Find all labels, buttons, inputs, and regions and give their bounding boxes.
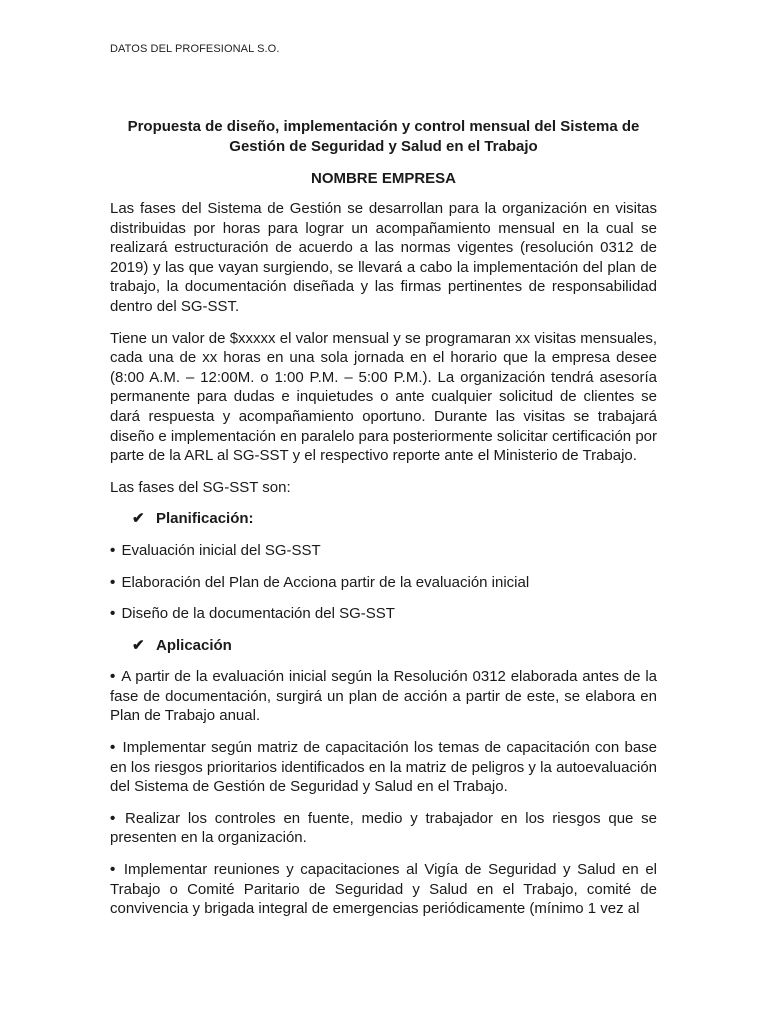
- bullet-icon: •: [110, 573, 116, 591]
- bullet-icon: •: [110, 605, 116, 623]
- list-item-text: Elaboración del Plan de Acciona partir de la evaluación inicial: [121, 573, 530, 591]
- list-item: [110, 541, 657, 561]
- list-item-text: Diseño de la documentación del SG-SST: [121, 605, 395, 623]
- list-item-text: Implementar reuniones y capacitaciones al Vigía de Seguridad y Salud en el Trabajo o Comité Paritario de Seguridad y Salud en el Trabajo, comité de convivencia y brigada integral de emergencias periódicamente (mínimo 1 vez al: [110, 861, 657, 918]
- phases-intro: Las fases del SG-SST son:: [110, 478, 291, 496]
- bullet-icon: •: [110, 541, 116, 559]
- section-heading-label: Planificación:: [156, 510, 254, 528]
- document-title: Propuesta de diseño, implementación y control mensual del Sistema de Gestión de Seguridad y Salud en el Trabajo: [127, 118, 640, 155]
- list-item: [110, 860, 657, 919]
- section-heading-label: Aplicación: [156, 636, 232, 654]
- section-heading-aplicacion: [110, 636, 657, 656]
- company-name: NOMBRE EMPRESA: [310, 170, 456, 187]
- document-body: [110, 199, 657, 931]
- list-item-text: Realizar los controles en fuente, medio y trabajador en los riesgos que se presenten en la organización.: [110, 809, 657, 847]
- list-item: [110, 667, 657, 726]
- checkmark-icon: ✔: [132, 510, 145, 528]
- list-item-text: Implementar según matriz de capacitación los temas de capacitación con base en los riesgos prioritarios identificados en la matriz de peligros y la autoevaluación del Sistema de Gestión de Seguridad y Salud en el Trabajo.: [110, 739, 657, 796]
- list-item: [110, 738, 657, 797]
- section-heading-planificacion: [110, 509, 657, 529]
- list-item: [110, 809, 657, 848]
- bullet-icon: •: [110, 668, 116, 686]
- checkmark-icon: ✔: [132, 636, 145, 654]
- list-item-text: A partir de la evaluación inicial según la Resolución 0312 elaborada antes de la fase de documentación, surgirá un plan de acción a partir de este, se elabora en Plan de Trabajo anual.: [110, 668, 657, 725]
- pricing-paragraph: Tiene un valor de $xxxxx el valor mensual y se programaran xx visitas mensuales, cada una de xx horas en una sola jornada en el horario que la empresa desee (8:00 A.M. – 12:00M. o 1:00 P.M. – 5:00 P.M.). La organización tendrá asesoría permanente para dudas e inquietudes o ante cualquier solicitud de clientes se dará respuesta y acompañamiento oportuno. Durante las visitas se trabajará diseño e implementación en paralelo para posteriormente solicitar certificación por parte de la ARL al SG-SST y el respectivo reporte ante el Ministerio de Trabajo.: [110, 329, 657, 465]
- list-item: [110, 573, 657, 593]
- list-item-text: Evaluación inicial del SG-SST: [121, 541, 321, 559]
- intro-paragraph: Las fases del Sistema de Gestión se desarrollan para la organización en visitas distribuidas por horas para lograr un acompañamiento mensual en la cual se realizará estructuración de acuerdo a las normas vigentes (resolución 0312 de 2019) y las que vayan surgiendo, se llevará a cabo la implementación del plan de trabajo, la documentación diseñada y las firmas pertinentes de responsabilidad dentro del SG-SST.: [110, 200, 657, 315]
- bullet-icon: •: [110, 809, 116, 827]
- bullet-icon: •: [110, 739, 116, 757]
- page-header: DATOS DEL PROFESIONAL S.O.: [110, 43, 280, 55]
- list-item: [110, 604, 657, 624]
- bullet-icon: •: [110, 861, 116, 879]
